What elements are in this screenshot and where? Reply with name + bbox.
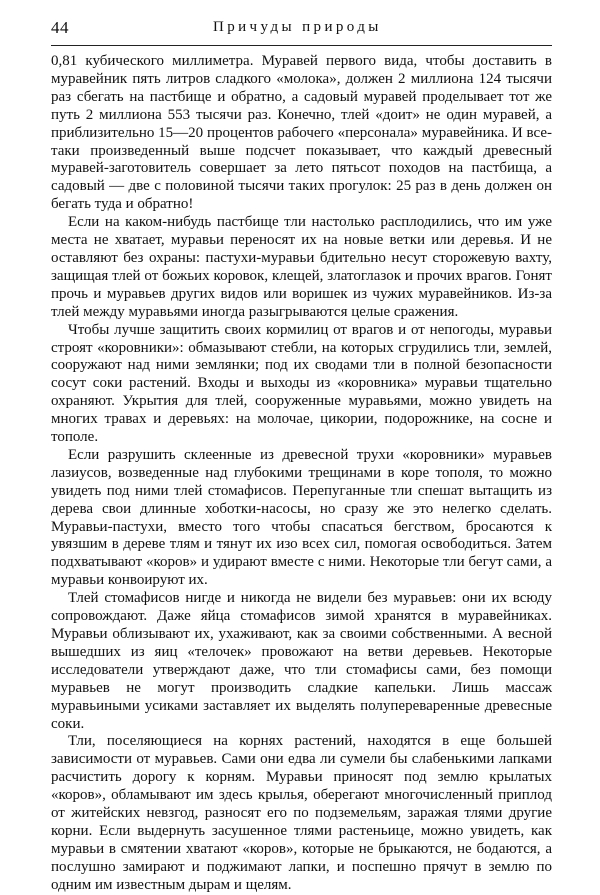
header-divider [51,45,552,46]
paragraph: Тли, поселяющиеся на корнях растений, находятся в еще большей зависимости от муравьев. Сами они едва ли сумели бы слабенькими лапками расчистить дорогу к корням. Муравьи приносят под землю крылатых «коров», обламывают им здесь крылья, оберегают многочисленный приплод от житейских невзгод, разносят его по подземельям, заражая тлями другие корни. Если выдернуть засушенное тлями растеньице, можно увидеть, как муравьи в смятении хватают «коров», которые не брыкаются, не бодаются, а послушно замирают и поджимают лапки, и поспешно прячут в землю по одним им известным дырам и щелям. [51,733,552,893]
paragraph: Если разрушить склеенные из древесной трухи «коровники» муравьев лазиусов, возведенные над глубокими трещинами в коре тополя, то можно увидеть под ними тлей стомафисов. Перепуганные тли спешат вытащить из дерева свои длинные хоботки-насосы, но сразу же это нелегко сделать. Муравьи-пастухи, вместо того чтобы спасаться бегством, бросаются к увязшим в дереве тлям и тянут их изо всех сил, помогая освободиться. Затем подхватывают «коров» и удирают вместе с ними. Некоторые тли бегут сами, а муравьи конвоируют их. [51,446,552,589]
paragraph: Если на каком-нибудь пастбище тли настолько расплодились, что им уже места не хватает, муравьи переносят их на новые ветки или деревья. И не оставляют без охраны: пастухи-муравьи бдительно несут сторожевую вахту, защищая тлей от божьих коровок, клещей, златоглазок и прочих врагов. Гонят прочь и муравьев других видов или воришек из чужих муравейников. Из-за тлей между муравьями иногда разыгрываются целые сражения. [51,214,552,320]
page-number: 44 [51,18,69,37]
page-header [51,14,552,44]
running-title: Причуды природы [213,19,382,35]
paragraph: Чтобы лучше защитить своих кормилиц от врагов и от непогоды, муравьи строят «коровники»: обмазывают стебли, на которых сгрудились тли, землей, сооружают над ними землянки; под их сводами тли в полной безопасности сосут соки растений. Входы и выходы из «коровника» муравьи тщательно охраняют. Укрытия для тлей, сооруженные муравьями, можно увидеть на многих травах и деревьях: на молочае, цикории, подорожнике, на сосне и тополе. [51,321,552,446]
body-text [51,53,552,895]
paragraph: Тлей стомафисов нигде и никогда не видели без муравьев: они их всюду сопровождают. Даже яйца стомафисов зимой хранятся в муравейниках. Муравьи облизывают их, ухаживают, как за своими собственными. А весной вышедших из яиц «телочек» провожают на ветви деревьев. Некоторые исследователи утверждают даже, что тли стомафисы сами, без помощи муравьев не могут производить сладкие капельки. Лишь массаж муравьиными усиками заставляет их выделять полупереваренные древесные соки. [51,590,552,732]
paragraph-continued: 0,81 кубического миллиметра. Муравей первого вида, чтобы доставить в муравейник пять литров сладкого «молока», должен 2 миллиона 124 тысячи раз сбегать на пастбище и обратно, а садовый муравей проделывает тот же путь 2 миллиона 553 тысячи раз. Конечно, тлей «доит» не один муравей, а приблизительно 15—20 процентов рабочего «персонала» муравейника. И все-таки произведенный выше подсчет показывает, что каждый древесный муравей-заготовитель совершает за лето пятьсот походов на пастбища, а садовый — две с половиной тысячи таких прогулок: 25 раз в день должен он бегать туда и обратно! [51,53,552,213]
